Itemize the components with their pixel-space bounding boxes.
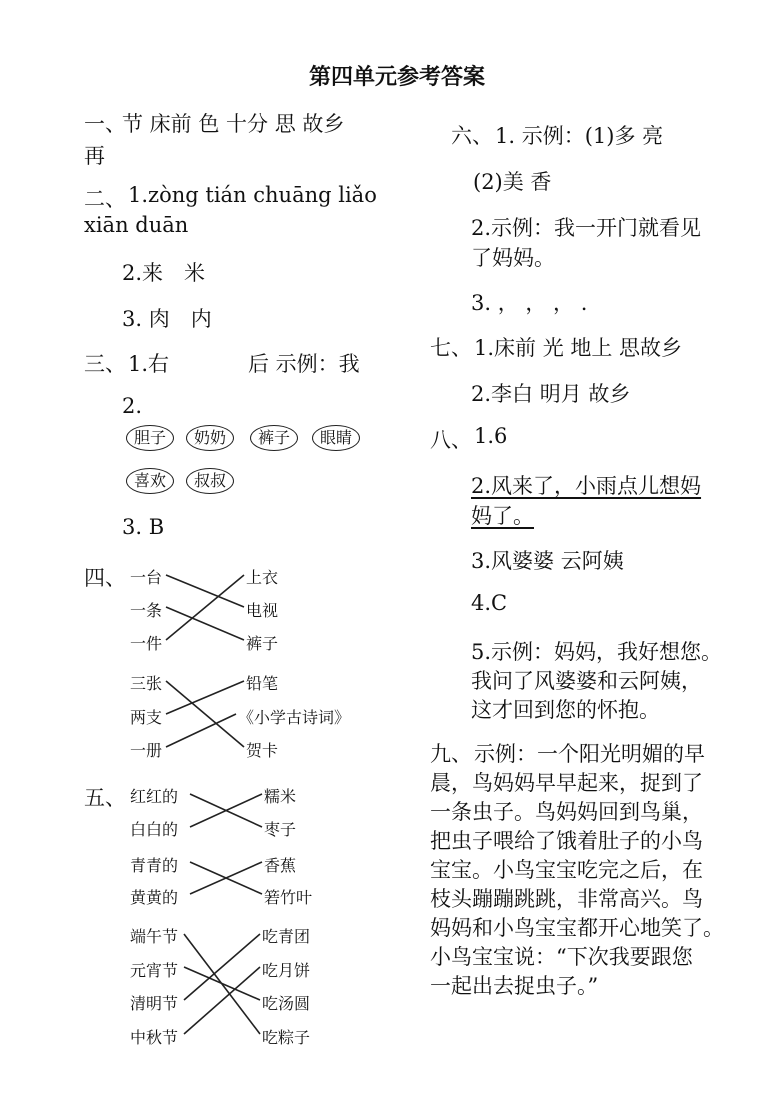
match-left-item: 清明节 — [130, 994, 179, 1013]
s8-q5-line1: 5.示例：妈妈，我好想您。 — [471, 640, 723, 664]
s6-q2-line2: 了妈妈。 — [471, 246, 555, 270]
match-right-item: 糯米 — [264, 787, 297, 806]
s6-q3: 3. ， ， ， . — [471, 291, 588, 315]
s9-essay-line: 小鸟宝宝说：“下次我要跟您 — [430, 945, 693, 969]
s1-answer-line1: 节 床前 色 十分 思 故乡 — [122, 112, 345, 136]
match-right-item: 吃汤圆 — [262, 994, 311, 1013]
s2-q1-line2: xiān duān — [84, 213, 189, 237]
match-right-item: 吃青团 — [262, 927, 311, 946]
match-line — [166, 607, 244, 640]
s8-q5-line2: 我问了风婆婆和云阿姨， — [471, 669, 702, 693]
s8-q3: 3.风婆婆 云阿姨 — [471, 549, 624, 573]
match-line — [166, 681, 244, 714]
s3-q1-part-b: 后 示例：我 — [248, 352, 360, 376]
match-left-item: 白白的 — [130, 820, 179, 839]
s9-essay-line: 晨，鸟妈妈早早起来，捉到了 — [430, 771, 703, 795]
match-left-item: 一件 — [130, 634, 163, 653]
match-left-item: 黄黄的 — [130, 888, 179, 907]
s8-q1: 1.6 — [474, 424, 508, 448]
s8-q2-line2: 妈了。 — [471, 504, 534, 528]
s9-essay-line: 妈妈和小鸟宝宝都开心地笑了。 — [430, 916, 724, 940]
section-5-label: 五、 — [84, 786, 126, 810]
s9-essay-line: 示例：一个阳光明媚的早 — [474, 742, 705, 766]
s8-q4: 4.C — [471, 591, 508, 615]
s1-answer-line2: 再 — [84, 144, 105, 168]
match-left-item: 两支 — [130, 708, 163, 727]
match-right-item: 贺卡 — [246, 741, 279, 760]
s3-q2: 2. — [122, 394, 143, 418]
match-right-item: 吃月饼 — [262, 961, 311, 980]
circled-word: 眼睛 — [312, 425, 360, 451]
section-1-label: 一、 — [84, 112, 126, 136]
match-left-item: 中秋节 — [130, 1028, 179, 1047]
match-left-item: 端午节 — [130, 927, 179, 946]
match-left-item: 青青的 — [130, 856, 179, 875]
match-left-item: 一册 — [130, 741, 163, 760]
s7-q1: 1.床前 光 地上 思故乡 — [474, 336, 683, 360]
s3-q1-part-a: 1.右 — [128, 352, 170, 376]
match-right-item: 吃粽子 — [262, 1028, 311, 1047]
match-line — [166, 681, 244, 747]
match-right-item: 枣子 — [264, 820, 297, 839]
circled-word: 奶奶 — [186, 425, 234, 451]
s9-essay-line: 宝宝。小鸟宝宝吃完之后，在 — [430, 858, 703, 882]
s8-q5-line3: 这才回到您的怀抱。 — [471, 698, 660, 722]
match-right-item: 铅笔 — [246, 674, 279, 693]
match-left-item: 元宵节 — [130, 961, 179, 980]
s2-q3: 3. 肉 内 — [122, 307, 212, 331]
s7-q2: 2.李白 明月 故乡 — [471, 382, 631, 406]
section-6-label: 六、 — [451, 124, 493, 148]
match-line — [184, 934, 260, 1000]
s6-q1-part2: (2)美 香 — [473, 170, 552, 194]
match-right-item: 箬竹叶 — [264, 888, 313, 907]
s2-q2: 2.来 米 — [122, 261, 206, 285]
section-4-label: 四、 — [84, 566, 126, 590]
match-right-item: 《小学古诗词》 — [238, 708, 351, 727]
match-line — [166, 575, 244, 607]
page-title: 第四单元参考答案 — [309, 64, 486, 90]
match-left-item: 三张 — [130, 674, 163, 693]
match-left-item: 一条 — [130, 601, 163, 620]
match-right-item: 香蕉 — [264, 856, 297, 875]
match-left-item: 一台 — [130, 568, 163, 587]
section-2-label: 二、 — [84, 187, 126, 211]
match-line — [184, 967, 260, 1034]
circled-word: 叔叔 — [186, 468, 234, 494]
s2-q1-line1: 1.zòng tián chuāng liǎo — [128, 183, 377, 207]
circled-word: 喜欢 — [126, 468, 174, 494]
s3-q3: 3. B — [122, 515, 165, 539]
section-7-label: 七、 — [430, 336, 472, 360]
section-9-label: 九、 — [430, 742, 472, 766]
circled-word: 胆子 — [126, 425, 174, 451]
s8-q2-line1: 2.风来了，小雨点儿想妈 — [471, 474, 702, 498]
match-right-item: 上衣 — [246, 568, 279, 587]
s6-q1: 1. 示例：(1)多 亮 — [495, 124, 664, 148]
s9-essay-line: 一条虫子。鸟妈妈回到鸟巢， — [430, 800, 703, 824]
s9-essay-line: 枝头蹦蹦跳跳，非常高兴。鸟 — [430, 887, 703, 911]
section-8-label: 八、 — [430, 428, 472, 452]
s9-essay-line: 一起出去捉虫子。” — [430, 974, 599, 998]
match-line — [184, 967, 260, 1000]
match-line — [166, 575, 244, 640]
s9-essay-line: 把虫子喂给了饿着肚子的小鸟 — [430, 829, 703, 853]
section-3-label: 三、 — [84, 352, 126, 376]
circled-word: 裤子 — [250, 425, 298, 451]
match-left-item: 红红的 — [130, 787, 179, 806]
match-right-item: 裤子 — [246, 634, 279, 653]
s6-q2-line1: 2.示例：我一开门就看见 — [471, 216, 702, 240]
match-right-item: 电视 — [246, 601, 279, 620]
